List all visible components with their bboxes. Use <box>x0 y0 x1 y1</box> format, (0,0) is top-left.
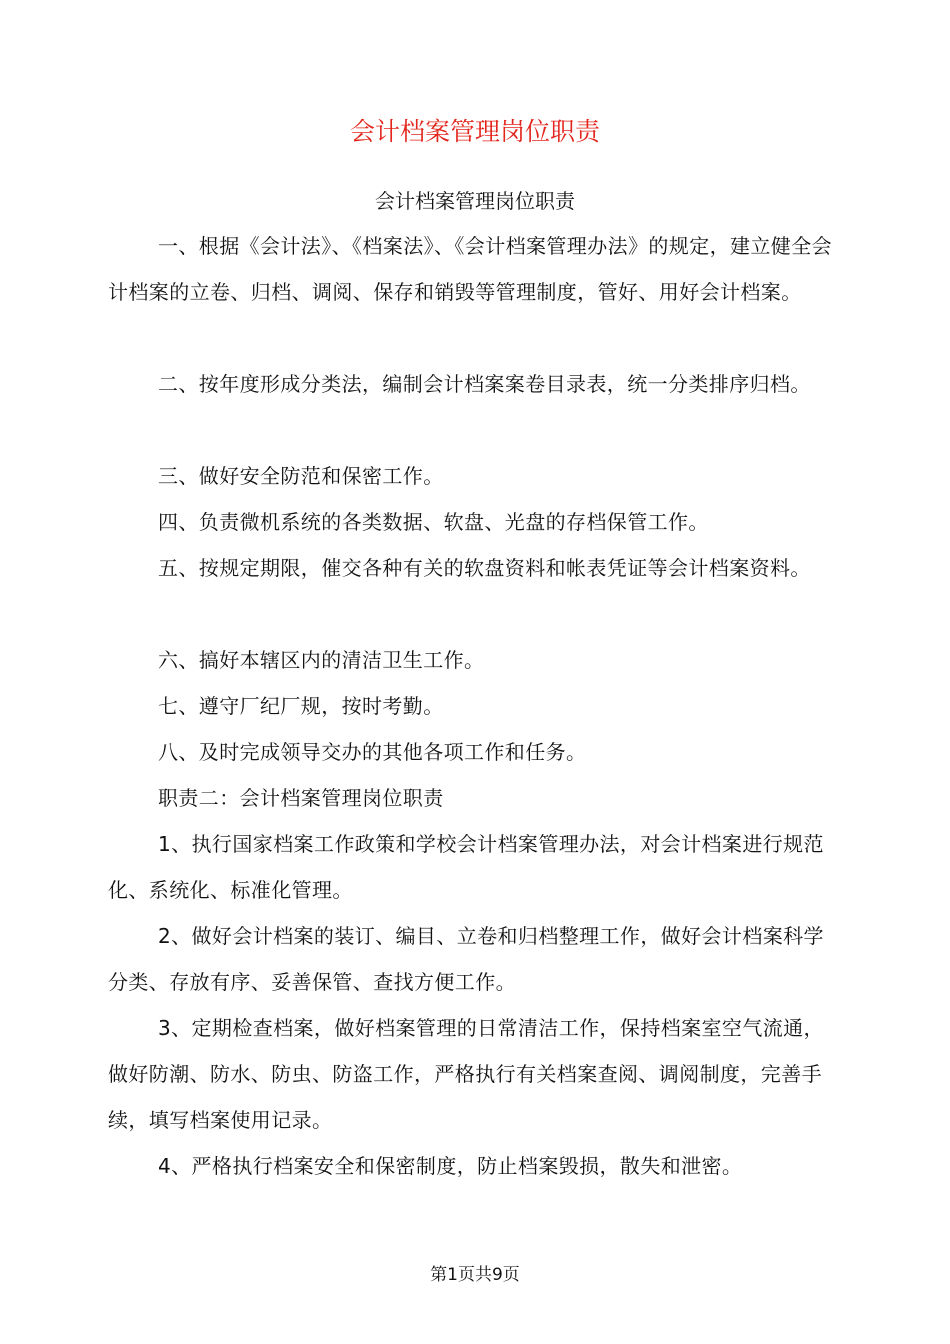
document-title: 会计档案管理岗位职责 <box>349 117 600 146</box>
paragraph-2: 二、按年度形成分类法，编制会计档案案卷目录表，统一分类排序归档。 <box>158 372 811 396</box>
paragraph-11: 3、定期检查档案，做好档案管理的日常清洁工作，保持档案室空气流通，做好防潮、防水、防虫、防盗工作，严格执行有关档案查阅、调阅制度，完善手续，填写档案使用记录。 <box>108 1016 824 1132</box>
paragraph-10: 2、做好会计档案的装订、编目、立卷和归档整理工作，做好会计档案科学分类、存放有序、妥善保管、查找方便工作。 <box>108 924 824 994</box>
paragraph-4: 四、负责微机系统的各类数据、软盘、光盘的存档保管工作。 <box>158 510 709 534</box>
paragraph-7: 七、遵守厂纪厂规，按时考勤。 <box>158 694 444 718</box>
section-heading-2: 职责二：会计档案管理岗位职责 <box>158 786 444 810</box>
paragraph-1: 一、根据《会计法》、《档案法》、《会计档案管理办法》的规定，建立健全会计档案的立卷、归档、调阅、保存和销毁等管理制度，管好、用好会计档案。 <box>108 234 832 304</box>
paragraph-9: 1、执行国家档案工作政策和学校会计档案管理办法，对会计档案进行规范化、系统化、标准化管理。 <box>108 832 824 902</box>
page-number-footer: 第1页共9页 <box>430 1265 520 1285</box>
paragraph-8: 八、及时完成领导交办的其他各项工作和任务。 <box>158 740 587 764</box>
document-subtitle: 会计档案管理岗位职责 <box>375 189 575 213</box>
paragraph-12: 4、严格执行档案安全和保密制度，防止档案毁损，散失和泄密。 <box>158 1154 743 1178</box>
paragraph-5: 五、按规定期限，催交各种有关的软盘资料和帐表凭证等会计档案资料。 <box>158 556 811 580</box>
paragraph-6: 六、搞好本辖区内的清洁卫生工作。 <box>158 648 485 672</box>
paragraph-3: 三、做好安全防范和保密工作。 <box>158 464 444 488</box>
